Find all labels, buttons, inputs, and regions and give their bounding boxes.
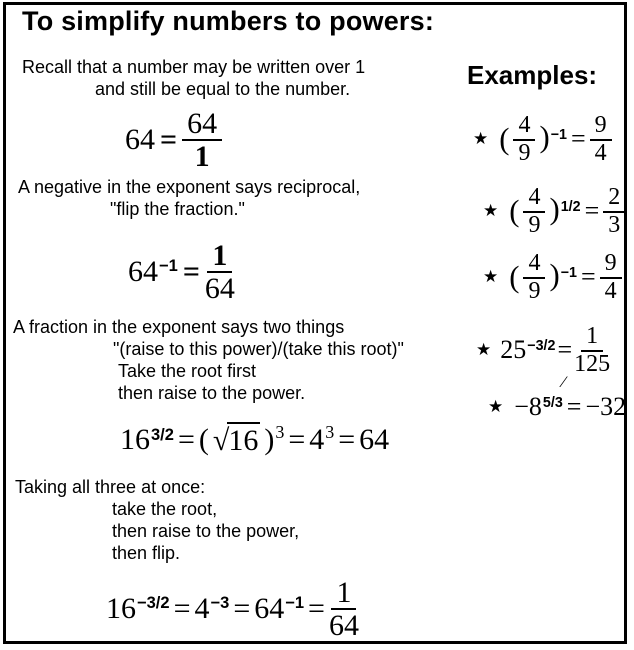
tick-mark: ∕ <box>562 374 565 391</box>
equals-sign: = <box>557 335 573 365</box>
star-bullet-icon: ★ <box>488 396 504 417</box>
base-value: −8 <box>514 392 542 421</box>
fraction-numerator: 64 <box>182 109 222 141</box>
close-paren: ) <box>549 192 560 227</box>
exponent: −3/2 <box>137 594 170 613</box>
fraction-exponent-text-line-4: then raise to the power. <box>118 383 306 403</box>
base-with-exponent <box>309 423 334 457</box>
result-value: −32 <box>585 392 627 421</box>
base-value: 4 <box>309 423 325 456</box>
recall-text-line-1: Recall that a number may be written over 1 <box>22 57 366 77</box>
example-row-4 <box>476 325 610 375</box>
result-fraction <box>600 252 622 302</box>
fraction-denominator: 64 <box>328 609 359 642</box>
base-value: 4 <box>194 591 210 625</box>
example-row-2 <box>483 186 625 236</box>
fraction-numerator: 9 <box>590 114 612 141</box>
equals-sign: = <box>338 423 356 456</box>
fraction <box>328 576 359 642</box>
fraction-denominator: 4 <box>604 277 617 304</box>
fraction-exponent-text-line-3: Take the root first <box>118 361 257 381</box>
equals-sign: = <box>566 392 582 421</box>
close-paren-with-exponent <box>549 192 581 227</box>
recall-text-line-2: and still be equal to the number. <box>95 79 351 99</box>
radical-icon: √ <box>212 424 230 457</box>
result-value: 64 <box>359 423 390 456</box>
fraction-denominator: 1 <box>194 140 210 173</box>
exponent: 3/2 <box>151 425 174 444</box>
base-with-exponent <box>120 423 174 457</box>
fraction <box>523 186 545 236</box>
equals-sign: = <box>581 262 596 292</box>
open-paren: ( <box>198 423 209 456</box>
fraction-denominator: 9 <box>528 211 541 238</box>
star-bullet-icon: ★ <box>483 266 499 287</box>
fraction-numerator: 4 <box>513 114 535 141</box>
equals-sign: = <box>308 591 325 625</box>
fraction-numerator: 1 <box>331 578 356 610</box>
equation-64-over-1 <box>125 107 222 173</box>
star-bullet-icon: ★ <box>476 339 492 360</box>
examples-heading: Examples: <box>467 60 598 90</box>
square-root-of-16 <box>213 422 260 458</box>
equals-sign: = <box>571 124 586 154</box>
exponent: −3/2 <box>527 338 556 355</box>
exponent: 5/3 <box>542 395 563 412</box>
fraction-numerator: 4 <box>523 252 545 279</box>
radicand: 16 <box>228 424 259 457</box>
example-row-5 <box>488 374 627 422</box>
fraction-exponent-text-line-2: "(raise to this power)/(take this root)" <box>113 339 404 359</box>
open-paren: ( <box>509 193 520 228</box>
base-with-exponent <box>514 374 565 422</box>
base-with-exponent <box>195 592 230 626</box>
fraction-numerator: 4 <box>523 186 545 213</box>
negative-exponent-text-line-2: "flip the fraction." <box>110 199 245 219</box>
exponent: −1 <box>560 265 577 282</box>
close-paren: ) <box>264 423 275 456</box>
base-value: 64 <box>125 122 155 156</box>
base-with-exponent <box>254 592 304 626</box>
negative-exponent-text-line-1: A negative in the exponent says reciprocal, <box>18 177 361 197</box>
base-value: 64 <box>254 591 285 625</box>
fraction <box>513 114 535 164</box>
base-with-exponent <box>500 335 555 365</box>
close-paren: ) <box>539 120 550 155</box>
fraction-numerator: 1 <box>581 325 603 352</box>
base-value: 25 <box>500 335 527 365</box>
fraction-denominator: 9 <box>518 139 531 166</box>
exponent: 3 <box>275 422 285 443</box>
result-fraction <box>603 186 625 236</box>
fraction <box>204 239 235 305</box>
exponent: 1/2 <box>560 199 581 216</box>
base-value: 16 <box>120 423 150 456</box>
example-row-3 <box>483 252 622 302</box>
equals-sign: = <box>160 122 178 156</box>
fraction-numerator: 2 <box>603 186 625 213</box>
equals-sign: = <box>173 591 191 625</box>
exponent: −3 <box>210 594 230 613</box>
fraction-numerator: 1 <box>207 241 232 273</box>
equals-sign: = <box>584 196 600 226</box>
all-three-text-line-3: then raise to the power, <box>112 521 300 541</box>
close-paren-with-exponent <box>539 120 567 155</box>
equals-sign: = <box>233 591 251 625</box>
equation-16-three-halves <box>120 422 389 458</box>
close-paren-with-exponent <box>264 423 284 457</box>
fraction-exponent-text-line-1: A fraction in the exponent says two things <box>13 317 345 337</box>
exponent: −1 <box>285 594 305 613</box>
equals-sign: = <box>182 254 200 288</box>
equals-sign: = <box>177 423 195 456</box>
exponent: −1 <box>550 127 567 144</box>
open-paren: ( <box>509 259 520 294</box>
exponent: −1 <box>159 257 178 276</box>
close-paren-with-exponent <box>549 258 577 293</box>
close-paren: ) <box>549 258 560 293</box>
fraction-numerator: 9 <box>600 252 622 279</box>
fraction-denominator: 125 <box>574 350 611 377</box>
star-bullet-icon: ★ <box>483 200 499 221</box>
fraction <box>182 107 222 173</box>
all-three-text-line-2: take the root, <box>112 499 218 519</box>
open-paren: ( <box>499 121 510 156</box>
result-fraction <box>590 114 612 164</box>
exponent: 3 <box>325 422 335 443</box>
fraction-denominator: 4 <box>594 139 607 166</box>
all-three-text-line-1: Taking all three at once: <box>15 477 206 497</box>
base-with-exponent <box>106 592 170 626</box>
base-with-exponent <box>128 255 178 289</box>
result-fraction <box>574 325 610 375</box>
equation-16-negative-three-halves <box>106 576 359 642</box>
star-bullet-icon: ★ <box>473 128 489 149</box>
fraction-denominator: 64 <box>204 272 235 305</box>
equation-64-inverse <box>128 239 235 305</box>
all-three-text-line-4: then flip. <box>112 543 181 563</box>
base-value: 16 <box>106 591 136 625</box>
fraction-denominator: 9 <box>528 277 541 304</box>
example-row-1 <box>473 114 612 164</box>
page-title: To simplify numbers to powers: <box>22 6 435 36</box>
fraction <box>523 252 545 302</box>
equals-sign: = <box>288 423 306 456</box>
base-value: 64 <box>128 254 158 288</box>
fraction-denominator: 3 <box>608 211 621 238</box>
